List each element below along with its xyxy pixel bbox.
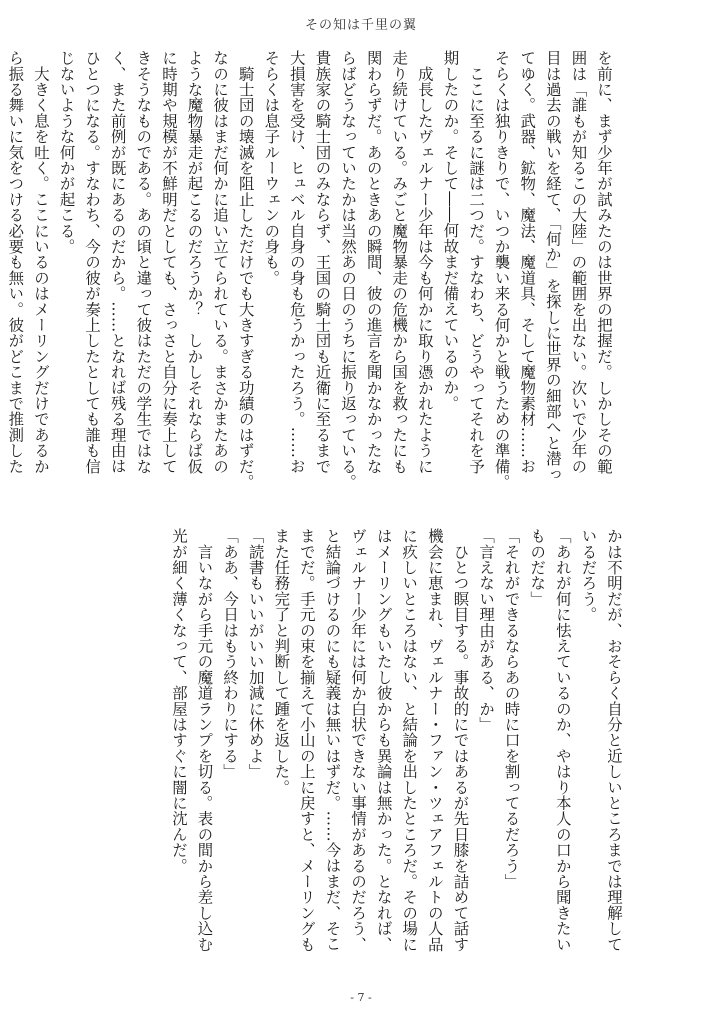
text-line: 囲は「誰もが知るこの大陸」の範囲を出ない。次いで少年の <box>569 50 588 474</box>
text-line: ヴェルナー少年には何か白状できない事情があるのだろう、 <box>349 528 368 952</box>
text-line: きそうなものである。あの頃と違って彼はただの学生ではな <box>134 50 153 474</box>
page-number: - 7 - <box>350 991 372 1004</box>
text-line: 「あれが何に怯えているのか、やはり本人の口から聞きたい <box>553 528 572 952</box>
text-line: はメーリングもいたし彼からも異論は無かった。となれば、 <box>374 528 393 952</box>
text-line: 「言えない理由がある、か」 <box>477 528 496 733</box>
text-line: 「読書もいいがいい加減に休めよ」 <box>246 528 265 780</box>
text-line: 関わらずだ。あのときあの瞬間、彼の進言を聞かなかったな <box>364 50 383 474</box>
text-line: ここに至るに謎は二つだ。すなわち、どうやってそれを予 <box>467 50 486 474</box>
text-line: に時期や規模が不鮮明だとしても、さっさと自分に奏上して <box>159 50 178 474</box>
text-line: じないような何かが起こる。 <box>57 50 76 255</box>
text-line: 貴族家の騎士団のみならず、王国の騎士団も近衛に至るまで <box>313 50 332 474</box>
text-line: を前に、まず少年が試みたのは世界の把握だ。しかしその範 <box>595 50 613 474</box>
text-line: かは不明だが、おそらく自分と近しいところまでは理解して <box>605 528 623 952</box>
running-head: その知は千里の翼 <box>304 18 417 33</box>
text-line: 目は過去の戦いを経て、「何か」を探しに世界の細部へと潜っ <box>543 50 562 482</box>
text-line: 走り続けている。みごと魔物暴走の危機から国を救ったにも <box>390 50 409 474</box>
text-line: ら振る舞いに気をつける必要も無い。彼がどこまで推測した <box>6 50 25 474</box>
text-line: らばどうなっていたかは当然あの日のうちに振り返っている。 <box>339 50 358 490</box>
text-line: 「ああ、今日はもう終わりにする」 <box>221 528 240 780</box>
text-line: ような魔物暴走が起こるのだろうか？ しかしそれならば仮 <box>185 50 204 474</box>
text-line: 言いながら手元の魔道ランプを切る。表の間から差し込む <box>195 528 214 952</box>
text-line: 「それができるならあの時に口を割ってるだろう」 <box>502 528 521 890</box>
text-line: 機会に恵まれ、ヴェルナー・ファン・ツェアフェルトの人品 <box>425 528 444 952</box>
text-line: そらくは独りきりで、いつか襲い来る何かと戦うための準備。 <box>492 50 511 490</box>
text-line: 成長したヴェルナー少年は今も何かに取り憑かれたように <box>415 50 434 474</box>
text-line: までだ。手元の束を揃えて小山の上に戻すと、メーリングも <box>297 528 316 952</box>
text-line: ひとつになる。すなわち、今の彼が奏上したとしても誰も信 <box>83 50 102 474</box>
text-line: てゆく。武器、鉱物、魔法、魔道具、そして魔物素材……お <box>518 50 537 474</box>
text-line: と結論づけるのにも疑義は無いはずだ。……今はまだ、そこ <box>323 528 342 952</box>
text-line: 期したのか。そして――何故まだ備えているのか。 <box>441 50 460 412</box>
text-line: 騎士団の壊滅を阻止しただけでも大きすぎる功績のはずだ。 <box>236 50 255 490</box>
text-line: いるだろう。 <box>579 528 598 623</box>
text-line: また任務完了と判断して踵を返した。 <box>272 528 291 795</box>
upper-text-column <box>6 50 616 502</box>
text-line: 大損害を受け、ヒュベル自身の身も危うかったろう。……お <box>287 50 306 474</box>
text-line: に疚しいところはない、と結論を出したところだ。その場に <box>400 528 419 952</box>
text-line: ものだな」 <box>528 528 547 607</box>
text-line: 大きく息を吐く。ここにいるのはメーリングだけであるか <box>31 50 50 474</box>
text-line: ひとつ瞑目する。事故的にではあるが先日膝を詰めて話す <box>451 528 470 952</box>
text-line: なのに彼はまだ何かに追い立てられている。まさかまたあの <box>211 50 230 474</box>
text-line: 光が細く薄くなって、部屋はすぐに闇に沈んだ。 <box>169 528 188 874</box>
text-line: そらくは息子ルーウェンの身も。 <box>262 50 281 286</box>
lower-text-column <box>169 528 626 974</box>
text-line: く、また前例が既にあるのだから。……となれば残る理由は <box>108 50 127 474</box>
